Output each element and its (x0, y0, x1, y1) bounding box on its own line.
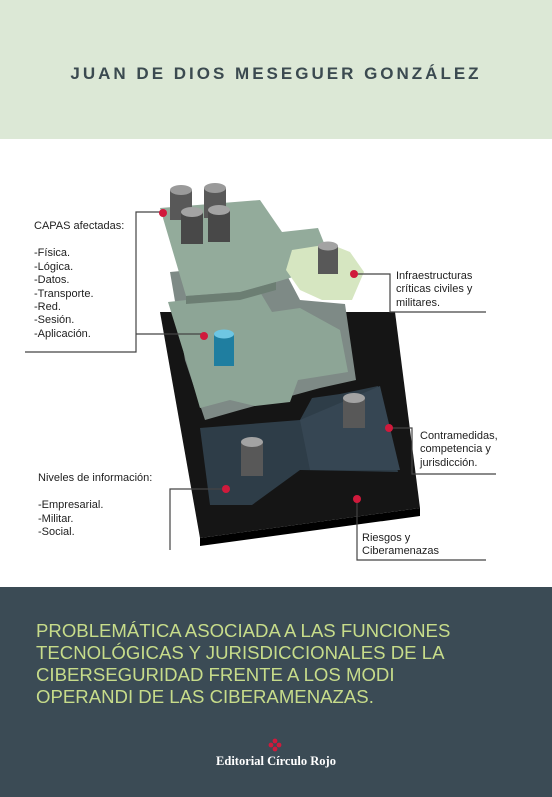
publisher-name: Editorial Círculo Rojo (216, 754, 336, 768)
niveles-heading: Niveles de información: (38, 472, 153, 484)
niveles-item: -Militar. (38, 512, 74, 525)
riesgos-line: Riesgos y (362, 532, 411, 544)
title-line: OPERANDI DE LAS CIBERAMENAZAS. (36, 686, 374, 707)
title-line: TECNOLÓGICAS Y JURISDICCIONALES DE LA (36, 642, 445, 663)
capas-heading: CAPAS afectadas: (34, 220, 125, 232)
niveles-item: -Empresarial. (38, 499, 104, 512)
contra-label (420, 430, 498, 470)
riesgos-line: Ciberamenazas (362, 545, 440, 558)
infra-line: militares. (396, 296, 441, 309)
capas-item: -Datos. (34, 274, 70, 287)
capas-item: -Lógica. (34, 260, 74, 273)
capas-item: -Red. (34, 301, 61, 314)
capas-item: -Aplicación. (34, 327, 91, 340)
contra-line: jurisdicción. (420, 456, 478, 469)
capas-item: -Transporte. (34, 287, 94, 300)
title-line: CIBERSEGURIDAD FRENTE A LOS MODI (36, 664, 395, 685)
title-line: PROBLEMÁTICA ASOCIADA A LAS FUNCIONES (36, 620, 451, 641)
niveles-item: -Social. (38, 526, 75, 539)
author-name: JUAN DE DIOS MESEGUER GONZÁLEZ (70, 64, 482, 83)
infra-line: Infraestructuras (396, 270, 473, 282)
publisher-logo-icon (268, 738, 282, 752)
infra-label (396, 270, 472, 310)
capas-item: -Física. (34, 247, 71, 260)
capas-item: -Sesión. (34, 314, 75, 327)
book-title (36, 620, 526, 708)
capas-label (34, 220, 124, 341)
niveles-label (38, 472, 152, 540)
contra-line: competencia y (420, 443, 491, 456)
infra-line: críticas civiles y (396, 283, 473, 296)
riesgos-label (362, 532, 439, 559)
contra-line: Contramedidas, (420, 430, 498, 442)
